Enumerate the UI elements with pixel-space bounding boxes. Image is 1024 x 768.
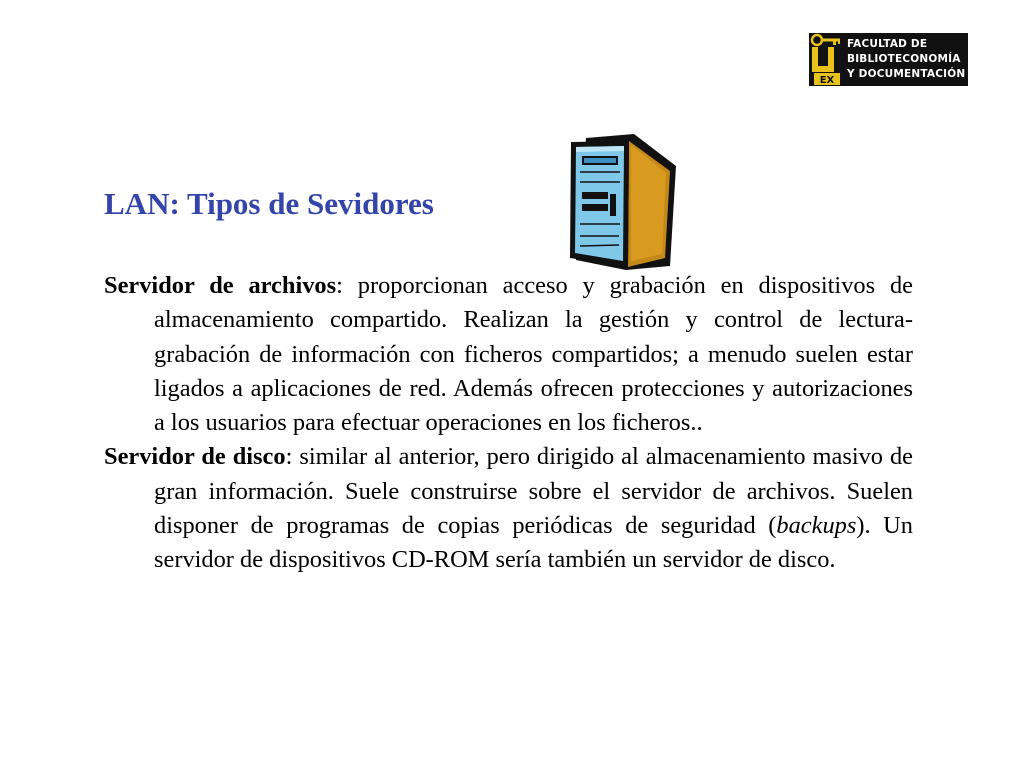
description-disk-server-part-2: ). Un servidor de dispositivos CD-ROM sería también un servidor de disco.	[154, 512, 913, 574]
description-disk-server-part-1: : similar al anterior, pero dirigido al almacenamiento masivo de gran información. Suele construirse sobre el servidor de archivos. Suelen disponer de programas de copias periódicas de seguridad (	[154, 443, 913, 540]
term-file-server: Servidor de archivos	[104, 272, 337, 299]
faculty-logo	[809, 33, 968, 86]
paragraph-file-server	[104, 269, 913, 440]
slide-title: LAN: Tipos de Sevidores	[104, 186, 434, 221]
term-disk-server: Servidor de disco	[104, 443, 286, 471]
svg-text:EX: EX	[819, 75, 835, 86]
uex-emblem-icon	[809, 33, 843, 86]
paragraph-disk-server	[104, 440, 913, 577]
logo-line-3: Y DOCUMENTACIÓN	[847, 68, 966, 80]
server-tower-icon	[552, 128, 680, 276]
description-disk-server-italic: backups	[776, 512, 857, 540]
description-file-server: : proporcionan acceso y grabación en dispositivos de almacenamiento compartido. Realizan la gestión y control de lectura-grabación de información con ficheros compartidos; a menudo suelen estar ligados a aplicaciones de red. Además ofrecen protecciones y autorizaciones a los usuarios para efectuar operaciones en los ficheros..	[154, 272, 913, 437]
logo-line-2: BIBLIOTECONOMÍA	[847, 53, 961, 65]
logo-line-1: FACULTAD DE	[847, 38, 928, 50]
slide-body	[104, 269, 913, 578]
logo-text	[843, 33, 968, 86]
